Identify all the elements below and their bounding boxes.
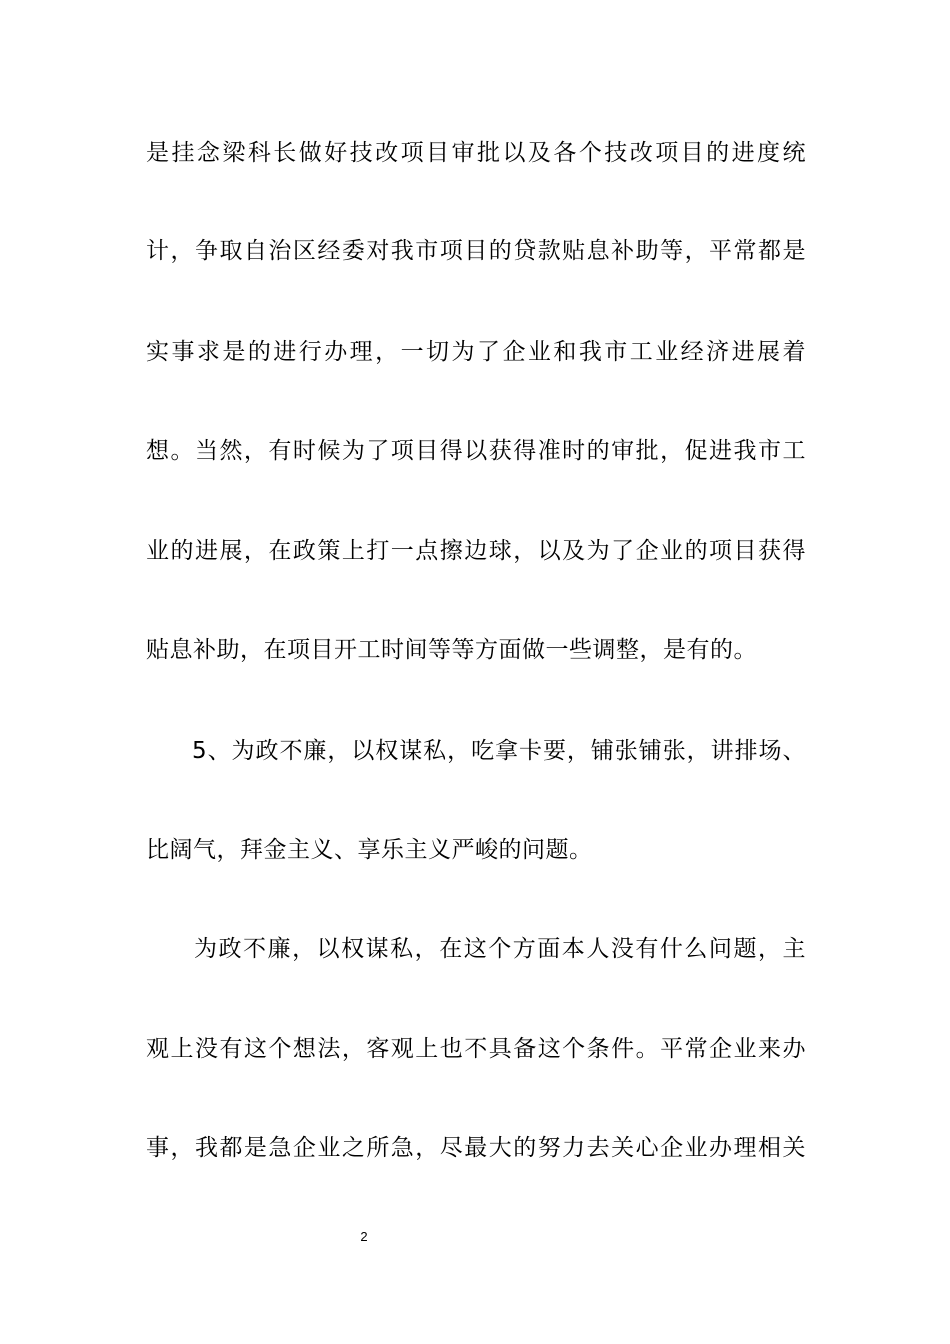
text-line: 实事求是的进行办理，一切为了企业和我市工业经济进展着 bbox=[146, 339, 806, 365]
text-line: 是挂念梁科长做好技改项目审批以及各个技改项目的进度统 bbox=[146, 140, 806, 166]
text-line: 想。当然，有时候为了项目得以获得准时的审批，促进我市工 bbox=[146, 438, 806, 464]
text-line: 观上没有这个想法，客观上也不具备这个条件。平常企业来办 bbox=[146, 1036, 806, 1062]
page-number: 2 bbox=[360, 1229, 368, 1244]
section-heading-line: 比阔气，拜金主义、享乐主义严峻的问题。 bbox=[146, 837, 593, 863]
text-line: 贴息补助，在项目开工时间等等方面做一些调整，是有的。 bbox=[146, 637, 757, 663]
text-line: 业的进展，在政策上打一点擦边球，以及为了企业的项目获得 bbox=[146, 538, 806, 564]
text-line: 为政不廉，以权谋私，在这个方面本人没有什么问题，主 bbox=[194, 936, 806, 962]
text-line: 事，我都是急企业之所急，尽最大的努力去关心企业办理相关 bbox=[146, 1135, 806, 1161]
text-line: 计，争取自治区经委对我市项目的贷款贴息补助等，平常都是 bbox=[146, 238, 806, 264]
section-heading-line: 5、为政不廉，以权谋私，吃拿卡要，铺张铺张，讲排场、 bbox=[192, 738, 806, 764]
